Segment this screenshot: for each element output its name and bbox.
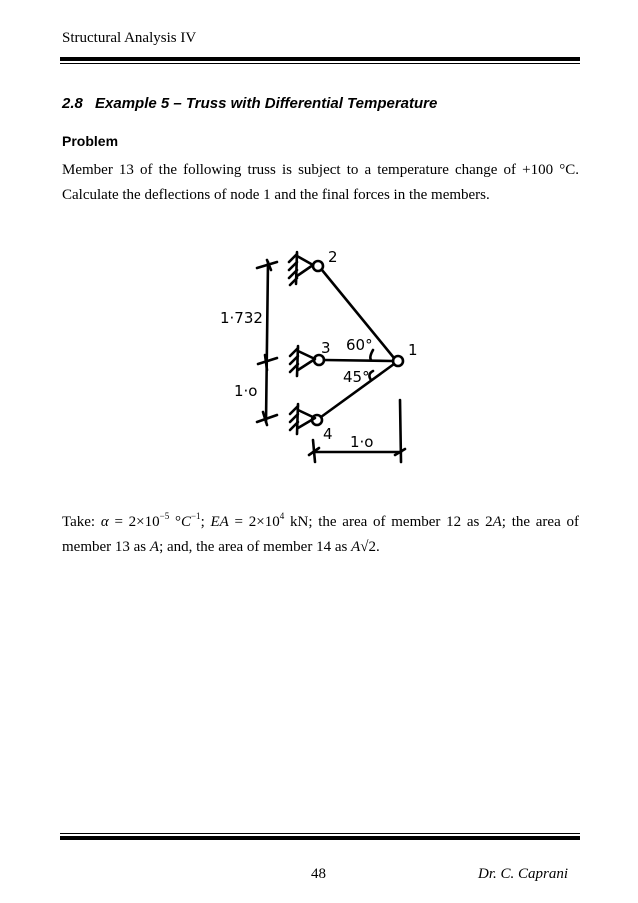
- member-14-area-symbol: A: [351, 539, 361, 555]
- header-rule-thick: [60, 57, 580, 61]
- member-14-area-text: ; and, the area of member 14 as: [159, 539, 352, 555]
- header-rule-thin: [60, 63, 580, 64]
- ea-unit: kN: [284, 514, 309, 530]
- header-title: Structural Analysis IV: [62, 30, 197, 46]
- alpha-unit-exponent: −1: [190, 511, 201, 521]
- label-dim-lower: 1·o: [234, 382, 258, 400]
- page-number: 48: [311, 866, 326, 882]
- member-13-area-symbol: A: [149, 539, 160, 555]
- member-12-area-symbol: A: [492, 514, 502, 530]
- alpha-unit-degree: °: [169, 514, 181, 530]
- take-separator: ;: [200, 514, 211, 530]
- problem-heading: Problem: [62, 133, 119, 149]
- label-dim-upper: 1·732: [220, 309, 263, 327]
- ea-exponent: 4: [279, 511, 285, 521]
- dimension-line-vertical: [266, 262, 268, 422]
- support-node-3: [290, 346, 315, 376]
- label-angle-upper: 60°: [346, 336, 373, 354]
- member-14-area-end: √2.: [360, 539, 380, 555]
- member-13: [324, 360, 393, 361]
- label-node-3: 3: [321, 339, 331, 357]
- section-title: [62, 95, 437, 112]
- member-12-area-text: ; the area of member 12 as 2: [308, 514, 493, 530]
- ea-symbol: EA: [210, 514, 229, 530]
- label-node-1: 1: [408, 341, 418, 359]
- label-dim-horizontal: 1·o: [350, 433, 374, 451]
- truss-figure: [205, 240, 435, 475]
- section-number: 2.8: [62, 95, 83, 112]
- footer-rule-thick: [60, 836, 580, 840]
- take-prefix: Take:: [62, 514, 101, 530]
- problem-statement: Member 13 of the following truss is subject to a temperature change of +100 °C. Calculate the deflections of node 1 and the final forces in the members.: [62, 162, 579, 203]
- footer-rule-thin: [60, 833, 580, 834]
- ea-value: = 2×10: [228, 514, 280, 530]
- footer-author: Dr. C. Caprani: [478, 866, 569, 882]
- label-node-4: 4: [323, 425, 333, 443]
- alpha-exponent: −5: [159, 511, 170, 521]
- alpha-unit-c: C: [180, 514, 191, 530]
- label-angle-lower: 45°: [343, 368, 370, 386]
- member-13-area-text: ; the area of member 13 as: [62, 514, 579, 555]
- take-paragraph: [62, 504, 579, 560]
- alpha-symbol: α: [100, 514, 109, 530]
- support-node-2: [289, 252, 313, 285]
- section-title-text: Example 5 – Truss with Differential Temperature: [95, 95, 438, 112]
- truss-sketch: [205, 240, 435, 475]
- label-node-2: 2: [328, 248, 338, 266]
- dimension-tick-right: [395, 400, 405, 462]
- alpha-value: = 2×10: [108, 514, 160, 530]
